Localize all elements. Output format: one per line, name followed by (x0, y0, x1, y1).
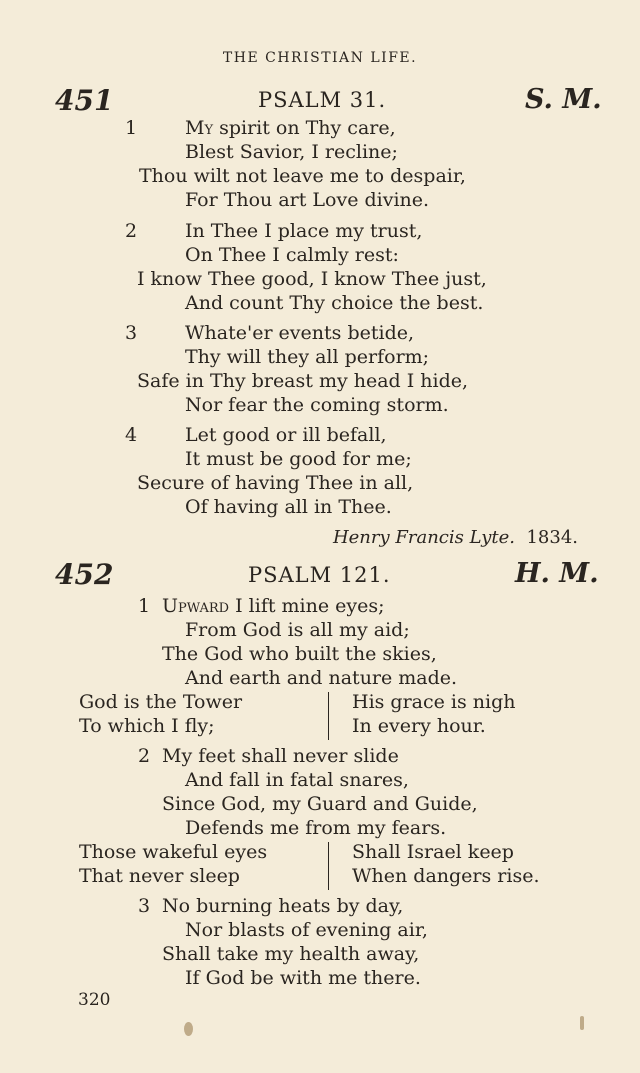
verse-line: In Thee I place my trust, (185, 220, 423, 242)
page-number: 320 (78, 990, 111, 1010)
verse-line: Nor blasts of evening air, (185, 919, 428, 941)
verse-line: My feet shall never slide (162, 745, 399, 767)
hymn-meter: H. M. (515, 558, 599, 589)
verse-number: 4 (125, 424, 138, 446)
verse-number: 2 (138, 745, 151, 767)
refrain-left: That never sleep (79, 865, 240, 887)
verse-number: 2 (125, 220, 138, 242)
hymn-title: PSALM 121. (248, 563, 391, 587)
verse-line: It must be good for me; (185, 448, 412, 470)
refrain-right: When dangers rise. (352, 865, 540, 887)
verse-line: If God be with me there. (185, 967, 421, 989)
verse-line: Safe in Thy breast my head I hide, (137, 370, 469, 392)
verse-line: Whate'er events betide, (185, 322, 415, 344)
ink-smudge (580, 1016, 584, 1030)
hymn-number: 451 (55, 84, 114, 117)
verse-number: 3 (125, 322, 138, 344)
refrain-right: Shall Israel keep (352, 841, 514, 863)
verse-line: Nor fear the coming storm. (185, 394, 449, 416)
running-head: THE CHRISTIAN LIFE. (222, 50, 418, 66)
verse-line: Since God, my Guard and Guide, (162, 793, 478, 815)
hymn-meter: S. M. (525, 84, 602, 115)
refrain-left: God is the Tower (79, 691, 243, 713)
verse-line: And count Thy choice the best. (185, 292, 484, 314)
refrain-right: His grace is nigh (352, 691, 516, 713)
verse-number: 1 (125, 117, 138, 139)
refrain-divider (328, 692, 329, 740)
verse-line: Thou wilt not leave me to despair, (139, 165, 466, 187)
verse-line: From God is all my aid; (185, 619, 410, 641)
verse-line: Defends me from my fears. (185, 817, 447, 839)
verse-line: The God who built the skies, (162, 643, 437, 665)
author-name: Henry Francis Lyte. (332, 527, 516, 548)
verse-line: Upward I lift mine eyes; (162, 595, 385, 617)
verse-line: Shall take my health away, (162, 943, 420, 965)
refrain-left: To which I fly; (79, 715, 215, 737)
verse-number: 1 (138, 595, 151, 617)
verse-line: No burning heats by day, (162, 895, 404, 917)
verse-line: On Thee I calmly rest: (185, 244, 399, 266)
hymn-title: PSALM 31. (258, 88, 387, 112)
first-word: My (185, 117, 214, 139)
year: 1834. (526, 527, 578, 548)
hymn-number: 452 (55, 558, 114, 591)
verse-line: Let good or ill befall, (185, 424, 387, 446)
verse-line: I know Thee good, I know Thee just, (137, 268, 487, 290)
attribution (333, 527, 578, 548)
verse-line: Of having all in Thee. (185, 496, 392, 518)
refrain-divider (328, 842, 329, 890)
verse-line: For Thou art Love divine. (185, 189, 430, 211)
refrain-right: In every hour. (352, 715, 486, 737)
verse-line: Blest Savior, I recline; (185, 141, 398, 163)
verse-line: Thy will they all perform; (185, 346, 430, 368)
verse-number: 3 (138, 895, 151, 917)
verse-line: And earth and nature made. (185, 667, 458, 689)
verse-line: And fall in fatal snares, (185, 769, 409, 791)
first-word: Upward (162, 595, 230, 617)
ink-smudge (184, 1022, 193, 1036)
verse-line: My spirit on Thy care, (185, 117, 396, 139)
refrain-left: Those wakeful eyes (79, 841, 268, 863)
verse-line: Secure of having Thee in all, (137, 472, 414, 494)
